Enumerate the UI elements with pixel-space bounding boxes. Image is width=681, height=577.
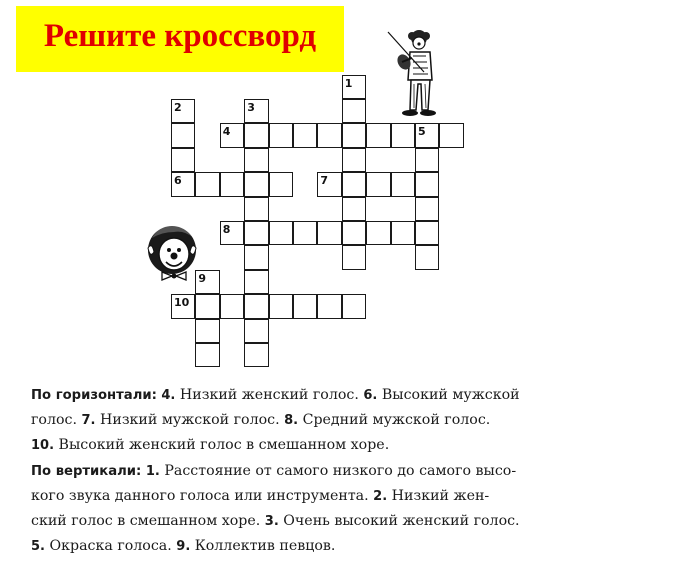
crossword-cell[interactable] — [342, 123, 366, 147]
crossword-cell[interactable] — [195, 343, 219, 367]
clue-text: Высокий мужской — [377, 387, 520, 403]
crossword-cell[interactable] — [366, 221, 390, 245]
crossword-cell[interactable] — [317, 294, 341, 318]
clue-line-across-2 — [31, 408, 671, 433]
crossword-cell[interactable] — [439, 123, 463, 147]
crossword-cell[interactable] — [195, 172, 219, 196]
clue-number-label: 6 — [174, 174, 182, 188]
crossword-cell[interactable] — [244, 172, 268, 196]
clue-number: 6. — [363, 388, 378, 403]
crossword-cell[interactable] — [244, 319, 268, 343]
clue-text: Низкий женский голос. — [175, 387, 364, 403]
crossword-cell[interactable] — [415, 197, 439, 221]
clue-line-down-3 — [31, 509, 671, 534]
clue-number: 9. — [176, 539, 191, 555]
clue-number-label: 10 — [174, 296, 190, 310]
crossword-cell[interactable] — [293, 294, 317, 318]
clue-text: Окраска голоса. — [44, 538, 177, 555]
crossword-cell[interactable] — [220, 172, 244, 196]
crossword-cell[interactable] — [342, 172, 366, 196]
clue-line-down-4 — [31, 534, 671, 559]
crossword-cell[interactable] — [317, 123, 341, 147]
clue-number: 4. — [161, 388, 176, 403]
clue-number-label: 5 — [418, 125, 426, 139]
crossword-cell[interactable] — [317, 221, 341, 245]
crossword-cell[interactable] — [171, 123, 195, 147]
crossword-cell[interactable] — [293, 221, 317, 245]
clue-text: Высокий женский голос в смешанном хоре. — [54, 437, 390, 454]
clue-text: Низкий жен- — [387, 487, 490, 504]
clue-number-label: 7 — [320, 174, 329, 188]
crossword-cell[interactable] — [244, 123, 268, 147]
clue-number: 10. — [31, 438, 55, 454]
clue-line-across-3 — [31, 433, 671, 458]
down-heading: По вертикали: — [31, 463, 142, 479]
crossword-cell[interactable] — [244, 148, 268, 172]
crossword-cell[interactable] — [415, 245, 439, 269]
page-title: Решите кроссворд — [43, 17, 317, 54]
clue-number: 2. — [373, 488, 388, 504]
clues-section — [31, 383, 671, 559]
clue-number: 7. — [81, 413, 96, 429]
crossword-cell[interactable] — [195, 319, 219, 343]
clue-text: ский голос в смешанном хоре. — [31, 513, 265, 530]
clue-text: кого звука данного голоса или инструмента. — [31, 487, 374, 504]
crossword-cell[interactable] — [244, 245, 268, 269]
crossword-cell[interactable] — [415, 221, 439, 245]
clue-line-down-2 — [31, 484, 671, 509]
crossword-cell[interactable] — [269, 172, 293, 196]
crossword-cell[interactable] — [244, 343, 268, 367]
violinist-clown-illustration — [386, 28, 448, 120]
clue-text: Расстояние от самого низкого до самого высо- — [159, 462, 517, 479]
crossword-cell[interactable] — [269, 123, 293, 147]
crossword-cell[interactable] — [342, 148, 366, 172]
crossword-cell[interactable] — [366, 172, 390, 196]
clown-head-illustration — [144, 222, 202, 282]
clue-text: Низкий мужской голос. — [95, 412, 285, 429]
crossword-cell[interactable] — [342, 245, 366, 269]
crossword-cell[interactable] — [342, 294, 366, 318]
crossword-cell[interactable] — [415, 172, 439, 196]
clue-text: голос. — [31, 412, 82, 429]
crossword-cell[interactable] — [391, 172, 415, 196]
crossword-cell[interactable] — [342, 221, 366, 245]
clue-number-label: 3 — [247, 101, 255, 114]
crossword-cell[interactable] — [244, 221, 268, 245]
clue-line-across-1 — [31, 383, 671, 408]
crossword-cell[interactable] — [342, 99, 366, 123]
crossword-cell[interactable] — [171, 148, 195, 172]
across-heading: По горизонтали: — [31, 388, 157, 403]
crossword-cell[interactable] — [244, 197, 268, 221]
crossword-cell[interactable] — [342, 197, 366, 221]
clue-text: Очень высокий женский голос. — [278, 513, 520, 530]
clue-number-label: 2 — [174, 101, 182, 114]
crossword-cell[interactable] — [269, 221, 293, 245]
clue-number: 8. — [284, 413, 299, 429]
clue-number-label: 9 — [198, 271, 207, 285]
crossword-cell[interactable] — [366, 123, 390, 147]
clue-text: Коллектив певцов. — [190, 538, 336, 555]
clue-text: Средний мужской голос. — [298, 412, 491, 429]
crossword-cell[interactable] — [269, 294, 293, 318]
crossword-cell[interactable] — [391, 123, 415, 147]
clue-number-label: 8 — [222, 223, 231, 236]
clue-number: 1. — [145, 463, 160, 479]
crossword-cell[interactable] — [391, 221, 415, 245]
crossword-cell[interactable] — [195, 294, 219, 318]
crossword-cell[interactable] — [244, 294, 268, 318]
title-banner — [16, 6, 344, 72]
crossword-cell[interactable] — [415, 148, 439, 172]
clue-line-down-1 — [31, 459, 671, 484]
clue-number-label: 1 — [344, 76, 353, 90]
crossword-cell[interactable] — [293, 123, 317, 147]
crossword-cell[interactable] — [220, 294, 244, 318]
crossword-cell[interactable] — [244, 270, 268, 294]
clue-number: 3. — [264, 514, 279, 530]
clue-number: 5. — [31, 539, 45, 555]
clue-number-label: 4 — [222, 125, 231, 139]
